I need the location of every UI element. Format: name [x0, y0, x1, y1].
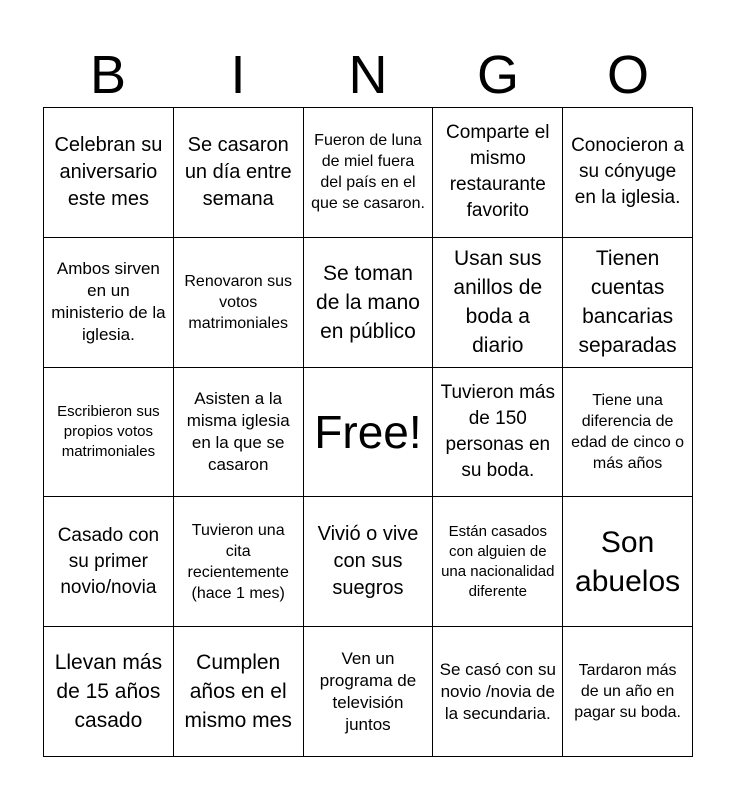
bingo-cell[interactable]: [433, 238, 563, 368]
header-letter-o: O: [606, 45, 649, 105]
cell-text: Conocieron a su cónyuge en la iglesia.: [571, 135, 685, 209]
cell-text: Tienen cuentas bancarias separadas: [578, 247, 677, 358]
cell-text: Usan sus anillos de boda a diario: [453, 247, 543, 358]
bingo-cell[interactable]: [433, 497, 563, 627]
cell-text: Se toman de la mano en público: [316, 261, 420, 343]
free-cell[interactable]: [304, 368, 434, 498]
cell-text: Llevan más de 15 años casado: [54, 651, 163, 733]
bingo-cell[interactable]: [563, 497, 693, 627]
cell-text: Comparte el mismo restaurante favorito: [446, 122, 550, 222]
cell-text: Ambos sirven en un ministerio de la iglesia.: [51, 259, 166, 345]
bingo-header: [43, 44, 693, 106]
cell-text: Tiene una diferencia de edad de cinco o más años: [571, 391, 685, 472]
bingo-cell[interactable]: [563, 238, 693, 368]
bingo-cell[interactable]: [563, 108, 693, 238]
bingo-cell[interactable]: [44, 368, 174, 498]
bingo-cell[interactable]: [44, 627, 174, 757]
cell-text: Vivió o vive con sus suegros: [317, 523, 419, 600]
free-label: Free!: [314, 405, 422, 458]
bingo-cell[interactable]: [563, 368, 693, 498]
cell-text: Renovaron sus votos matrimoniales: [184, 272, 292, 332]
header-letter-n: N: [348, 45, 388, 105]
cell-text: Cumplen años en el mismo mes: [184, 651, 292, 733]
bingo-cell[interactable]: [44, 108, 174, 238]
cell-text: Están casados con alguien de una nacionalidad diferente: [441, 522, 555, 600]
header-letter-i: I: [230, 45, 246, 105]
cell-text: Escribieron sus propios votos matrimoniales: [57, 402, 160, 460]
bingo-cell[interactable]: [174, 108, 304, 238]
bingo-cell[interactable]: [433, 368, 563, 498]
bingo-cell[interactable]: [174, 238, 304, 368]
bingo-cell[interactable]: [304, 108, 434, 238]
bingo-cell[interactable]: [433, 627, 563, 757]
cell-text: Fueron de luna de miel fuera del país en el que se casaron.: [311, 132, 425, 213]
bingo-card: [43, 107, 693, 757]
cell-text: Ven un programa de televisión juntos: [319, 648, 417, 734]
cell-text: Casado con su primer novio/novia: [57, 524, 160, 598]
bingo-cell[interactable]: [174, 497, 304, 627]
bingo-cell[interactable]: [304, 238, 434, 368]
bingo-cell[interactable]: [304, 497, 434, 627]
bingo-cell[interactable]: [433, 108, 563, 238]
header-letter-g: G: [476, 45, 519, 105]
bingo-cell[interactable]: [304, 627, 434, 757]
cell-text: Asisten a la misma iglesia en la que se casaron: [186, 388, 290, 474]
bingo-cell[interactable]: [563, 627, 693, 757]
cell-text: Se casó con su novio /novia de la secundaria.: [439, 659, 556, 723]
cell-text: Celebran su aniversario este mes: [54, 133, 163, 210]
cell-text: Se casaron un día entre semana: [184, 133, 292, 210]
cell-text: Tuvieron más de 150 personas en su boda.: [440, 381, 555, 481]
bingo-cell[interactable]: [44, 238, 174, 368]
header-letter-b: B: [89, 45, 127, 105]
bingo-cell[interactable]: [174, 368, 304, 498]
cell-text: Tardaron más de un año en pagar su boda.: [574, 662, 681, 722]
cell-text: Son abuelos: [575, 525, 681, 598]
bingo-cell[interactable]: [174, 627, 304, 757]
cell-text: Tuvieron una cita recientemente (hace 1 mes): [187, 521, 289, 602]
bingo-cell[interactable]: [44, 497, 174, 627]
